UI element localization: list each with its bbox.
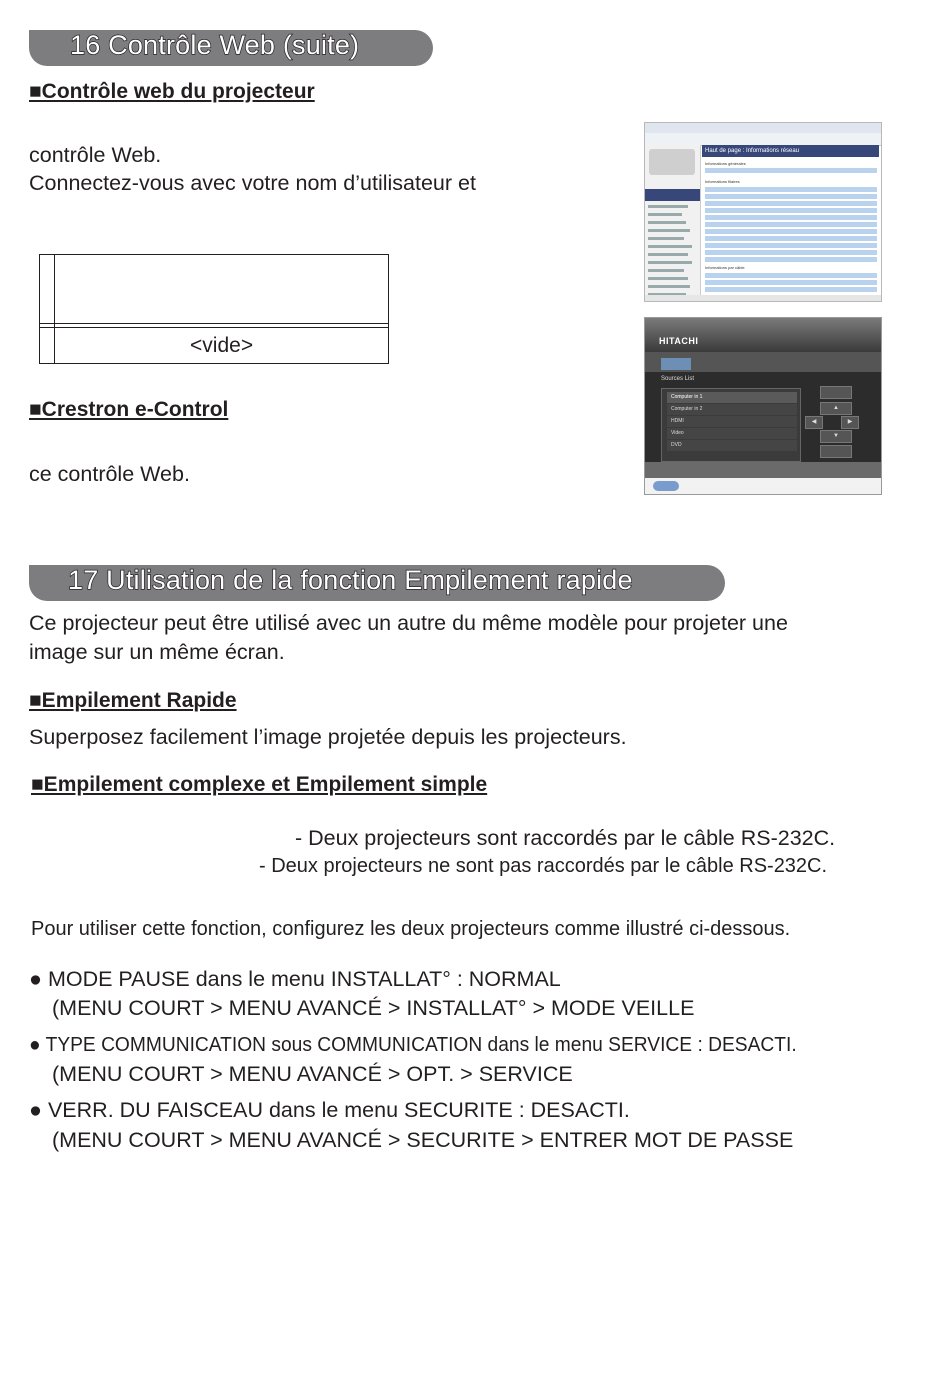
- bullet-3-line2: (MENU COURT > MENU AVANCÉ > SECURITE > ENTRER MOT DE PASSE: [52, 1128, 794, 1152]
- credentials-cell-user-value: [40, 328, 55, 364]
- crestron-heading: ■Crestron e-Control: [29, 398, 229, 421]
- source-item: DVD: [667, 440, 797, 451]
- complex-stack-line: - Deux projecteurs sont raccordés par le câble RS-232C.: [295, 826, 836, 850]
- credentials-table: [39, 254, 389, 364]
- bullet-1-line1: ● MODE PAUSE dans le menu INSTALLAT° : NORMAL: [29, 967, 561, 991]
- crestron-screenshot: HITACHI Sources List Computer in 1 Computer in 2 HDMI Video DVD ▲ ◀ ▶ ▼: [644, 317, 882, 495]
- bullet-3-line1: ● VERR. DU FAISCEAU dans le menu SECURITE : DESACTI.: [29, 1098, 630, 1122]
- rapid-stack-text: Superposez facilement l’image projetée depuis les projecteurs.: [29, 725, 627, 749]
- rapid-stack-heading: ■Empilement Rapide: [29, 689, 237, 712]
- screenshot-header: Haut de page : Informations réseau: [702, 145, 879, 157]
- network-info-screenshot: [644, 122, 882, 302]
- config-text: Pour utiliser cette fonction, configurez les deux projecteurs comme illustré ci-dessous.: [31, 918, 791, 940]
- source-item: Computer in 2: [667, 404, 797, 415]
- web-control-text-line1: contrôle Web.: [29, 143, 162, 167]
- screenshot-sidebar: [645, 145, 701, 301]
- source-item: Video: [667, 428, 797, 439]
- bullet-1-line2: (MENU COURT > MENU AVANCÉ > INSTALLAT° > MODE VEILLE: [52, 996, 695, 1020]
- screenshot-wireless-label: Informations par câble: [705, 265, 745, 270]
- credentials-cell-password-header: [55, 255, 389, 324]
- complex-simple-heading: ■Empilement complexe et Empilement simple: [31, 773, 488, 796]
- intro-line2: image sur un même écran.: [29, 640, 285, 664]
- sources-list-title: Sources List: [661, 376, 695, 382]
- source-item: HDMI: [667, 416, 797, 427]
- bullet-2-line2: (MENU COURT > MENU AVANCÉ > OPT. > SERVICE: [52, 1062, 573, 1086]
- web-control-text-line2: Connectez-vous avec votre nom d’utilisateur et: [29, 171, 476, 195]
- screenshot-wired-label: Informations filaires: [705, 179, 740, 184]
- source-item: Computer in 1: [667, 392, 797, 403]
- intro-line1: Ce projecteur peut être utilisé avec un autre du même modèle pour projeter une: [29, 611, 788, 635]
- simple-stack-line: - Deux projecteurs ne sont pas raccordés par le câble RS-232C.: [259, 855, 828, 877]
- web-control-heading: ■Contrôle web du projecteur: [29, 80, 315, 103]
- credentials-cell-user-header: [40, 255, 55, 324]
- section-16-title: 16 Contrôle Web (suite): [70, 30, 360, 60]
- hitachi-logo: HITACHI: [659, 336, 699, 346]
- section-17-title: 17 Utilisation de la fonction Empilement rapide: [68, 565, 633, 595]
- screenshot-general-label: Informations générales: [705, 161, 746, 166]
- credentials-cell-password-value: <vide>: [55, 328, 389, 364]
- crestron-text: ce contrôle Web.: [29, 462, 190, 486]
- bullet-2-line1: ● TYPE COMMUNICATION sous COMMUNICATION dans le menu SERVICE : DESACTI.: [29, 1034, 797, 1056]
